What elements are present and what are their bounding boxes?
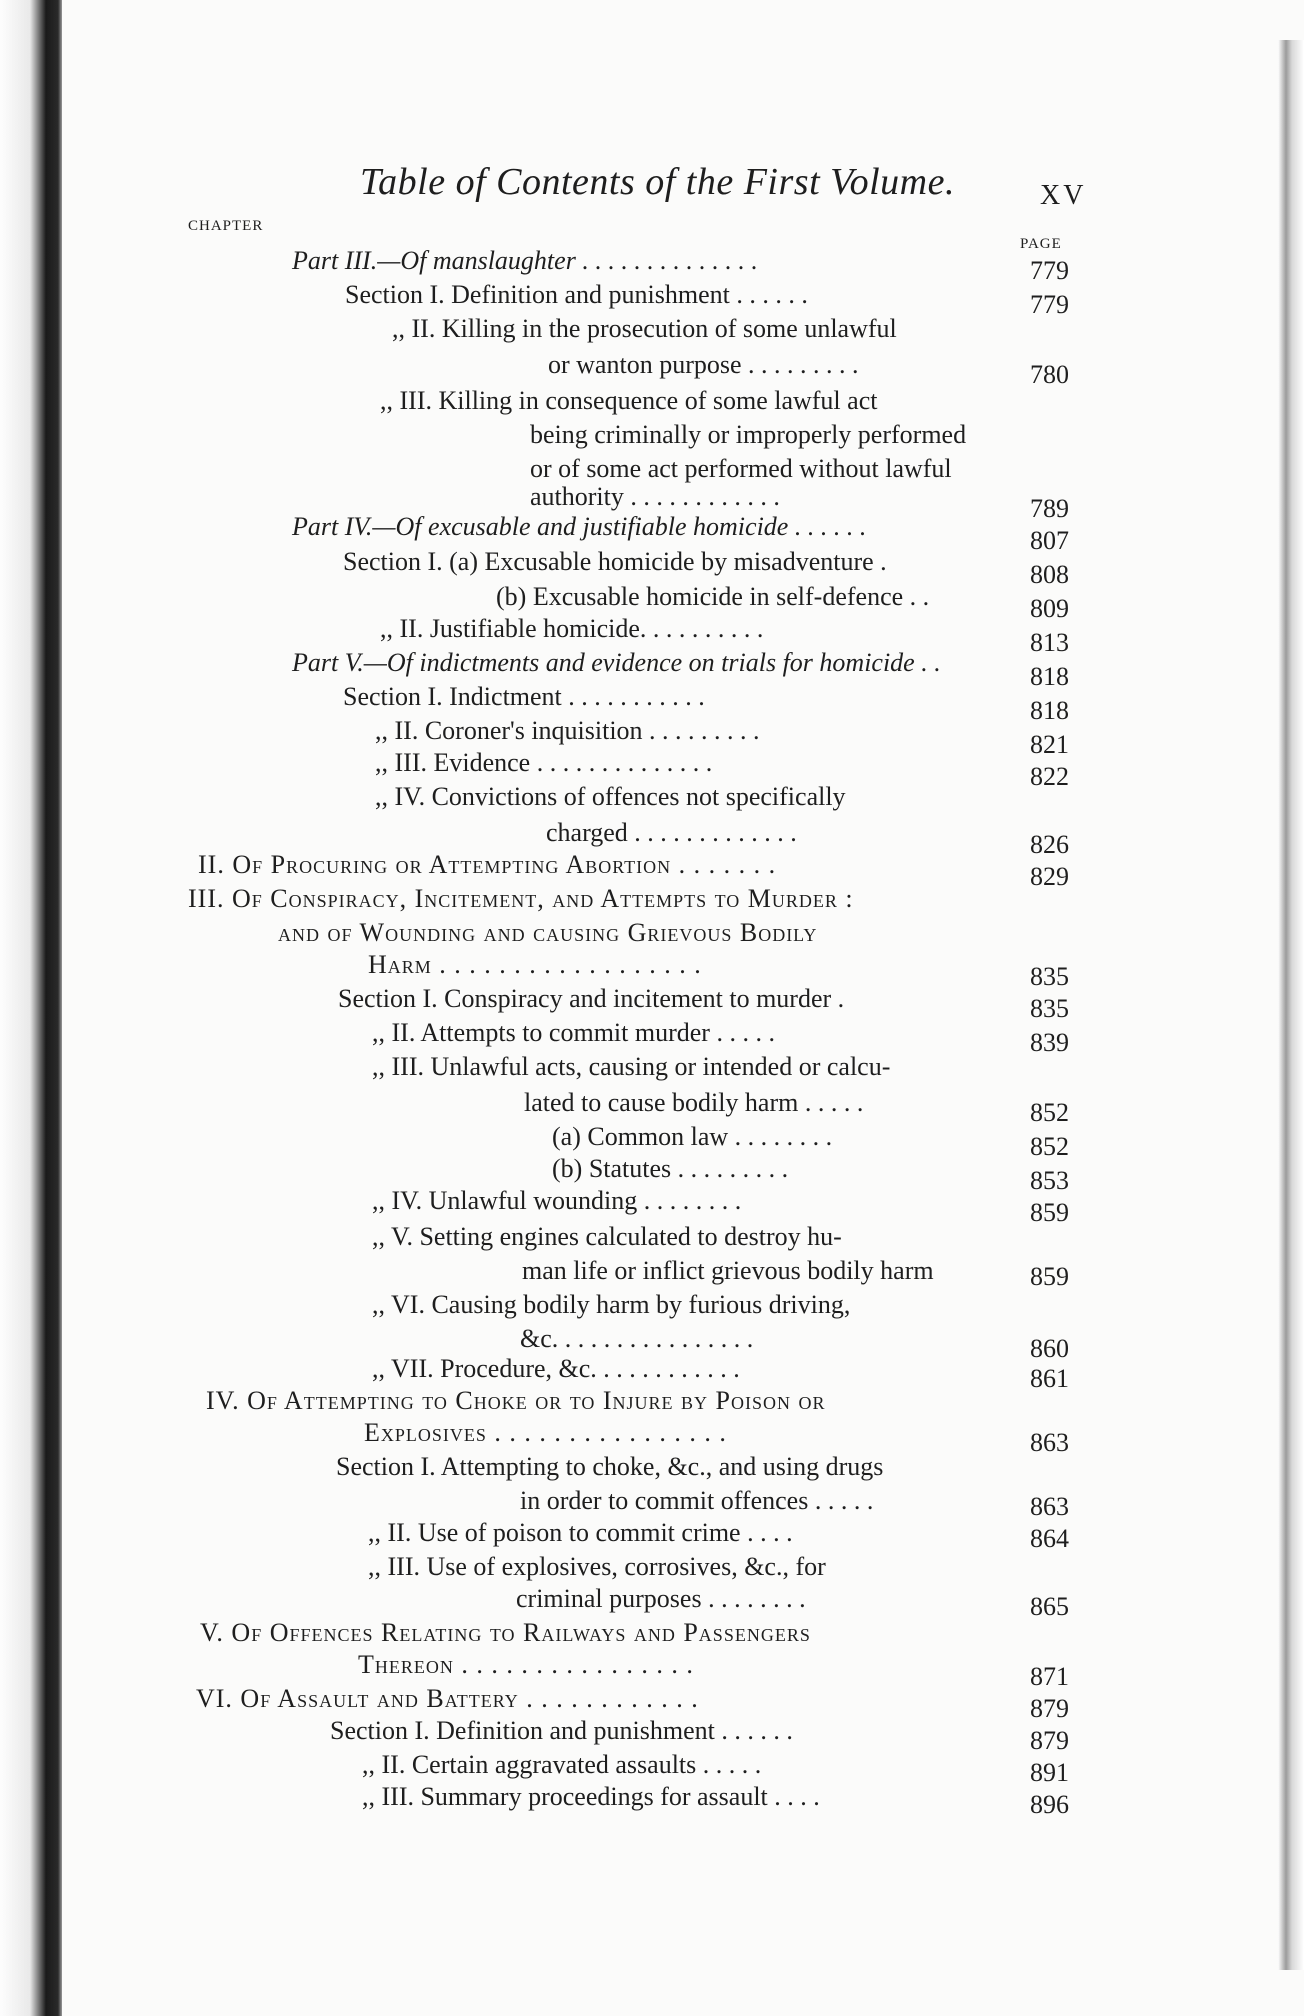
toc-page-number: 891 [1030,1758,1069,1787]
toc-page-number: 818 [1030,696,1069,725]
toc-line: ,, III. Evidence . . . . . . . . . . . . . . [375,748,713,777]
toc-line: ,, II. Attempts to commit murder . . . . . [372,1018,775,1047]
toc-line: Section I. Definition and punishment . . . . . . [330,1716,793,1745]
toc-line: Harm . . . . . . . . . . . . . . . . . . [368,950,702,979]
toc-page-number: 861 [1030,1364,1069,1393]
toc-line: or of some act performed without lawful [530,454,952,483]
toc-page-number: 860 [1030,1334,1069,1363]
toc-line: VI. Of Assault and Battery . . . . . . . . . . . . [196,1684,699,1713]
toc-line: ,, VII. Procedure, &c. . . . . . . . . . . . [372,1354,740,1383]
toc-page-number: 813 [1030,628,1069,657]
toc-page-number: 807 [1030,526,1069,555]
toc-line: Section I. (a) Excusable homicide by misadventure . [343,547,887,576]
toc-page-number: 871 [1030,1662,1069,1691]
toc-page-number: 852 [1030,1098,1069,1127]
toc-page-number: 896 [1030,1790,1069,1819]
toc-line: ,, IV. Unlawful wounding . . . . . . . . [372,1186,742,1215]
toc-line: IV. Of Attempting to Choke or to Injure by Poison or [206,1386,826,1415]
toc-page-number: 863 [1030,1428,1069,1457]
toc-page-number: 879 [1030,1726,1069,1755]
toc-page-number: 859 [1030,1262,1069,1291]
folio-number: XV [1040,180,1087,211]
toc-page-number: 822 [1030,762,1069,791]
toc-line: authority . . . . . . . . . . . . [530,482,780,511]
toc-page-number: 863 [1030,1492,1069,1521]
toc-page-number: 852 [1030,1132,1069,1161]
toc-page-number: 779 [1030,290,1069,319]
toc-line: V. Of Offences Relating to Railways and Passengers [200,1618,811,1647]
toc-page-number: 809 [1030,594,1069,623]
toc-line: (a) Common law . . . . . . . . [552,1122,833,1151]
toc-line: ,, V. Setting engines calculated to destroy hu- [372,1222,842,1251]
toc-page-number: 859 [1030,1198,1069,1227]
toc-line: ,, III. Summary proceedings for assault . . . . [362,1782,820,1811]
toc-line: man life or inflict grievous bodily harm [522,1256,934,1285]
toc-line: being criminally or improperly performed [530,420,967,449]
running-title: Table of Contents of the First Volume. [360,161,955,203]
toc-line: criminal purposes . . . . . . . . [516,1584,806,1613]
toc-page-number: 839 [1030,1028,1069,1057]
toc-line: Part IV.—Of excusable and justifiable homicide . . . . . . [292,512,867,541]
page-right-edge [1278,40,1304,1970]
toc-line: Section I. Definition and punishment . . . . . . [345,280,808,309]
toc-page-number: 879 [1030,1694,1069,1723]
toc-line: and of Wounding and causing Grievous Bodily [278,918,818,947]
toc-line: (b) Excusable homicide in self-defence . . [496,582,930,611]
toc-line: Section I. Conspiracy and incitement to murder . [338,984,845,1013]
toc-line: ,, II. Use of poison to commit crime . . . . [368,1518,793,1547]
toc-line: &c. . . . . . . . . . . . . . . . [520,1324,754,1353]
toc-page-number: 789 [1030,494,1069,523]
toc-line: lated to cause bodily harm . . . . . [524,1088,864,1117]
toc-page-number: 818 [1030,662,1069,691]
toc-line: ,, II. Justifiable homicide. . . . . . . . . . [380,614,764,643]
toc-line: ,, III. Unlawful acts, causing or intended or calcu- [372,1052,891,1081]
toc-line: ,, II. Killing in the prosecution of some unlawful [392,314,897,343]
toc-line: Part V.—Of indictments and evidence on trials for homicide . . [292,648,941,677]
toc-page-number: 780 [1030,360,1069,389]
toc-line: (b) Statutes . . . . . . . . . [552,1154,789,1183]
toc-line: Explosives . . . . . . . . . . . . . . . . [364,1418,727,1447]
toc-page-number: 829 [1030,862,1069,891]
toc-line: Thereon . . . . . . . . . . . . . . . . [358,1650,694,1679]
toc-page-number: 865 [1030,1592,1069,1621]
toc-page-number: 853 [1030,1166,1069,1195]
toc-line: Part III.—Of manslaughter . . . . . . . . . . . . . . [292,246,758,275]
toc-line: II. Of Procuring or Attempting Abortion . . . . . . . [198,850,777,879]
toc-line: ,, III. Use of explosives, corrosives, &c., for [368,1552,826,1581]
toc-line: charged . . . . . . . . . . . . . [546,818,797,847]
chapter-column-heading: CHAPTER [188,218,264,234]
toc-line: ,, III. Killing in consequence of some lawful act [380,386,878,415]
toc-page-number: 821 [1030,730,1069,759]
toc-page-number: 808 [1030,560,1069,589]
toc-page-number: 826 [1030,830,1069,859]
toc-line: or wanton purpose . . . . . . . . . [548,350,859,379]
book-binding-edge [0,0,62,2016]
toc-line: ,, VI. Causing bodily harm by furious driving, [372,1290,851,1319]
toc-line: ,, II. Certain aggravated assaults . . . . . [362,1750,762,1779]
toc-line: III. Of Conspiracy, Incitement, and Attempts to Murder : [188,884,854,913]
toc-line: Section I. Indictment . . . . . . . . . . . [343,682,705,711]
toc-page-number: 864 [1030,1524,1069,1553]
page-column-heading: PAGE [1020,236,1062,252]
toc-line: ,, IV. Convictions of offences not specifically [375,782,846,811]
toc-line: ,, II. Coroner's inquisition . . . . . . . . . [375,716,760,745]
toc-page-number: 835 [1030,962,1069,991]
toc-page-number: 779 [1030,256,1069,285]
toc-line: in order to commit offences . . . . . [520,1486,874,1515]
toc-page-number: 835 [1030,994,1069,1023]
toc-line: Section I. Attempting to choke, &c., and using drugs [336,1452,884,1481]
